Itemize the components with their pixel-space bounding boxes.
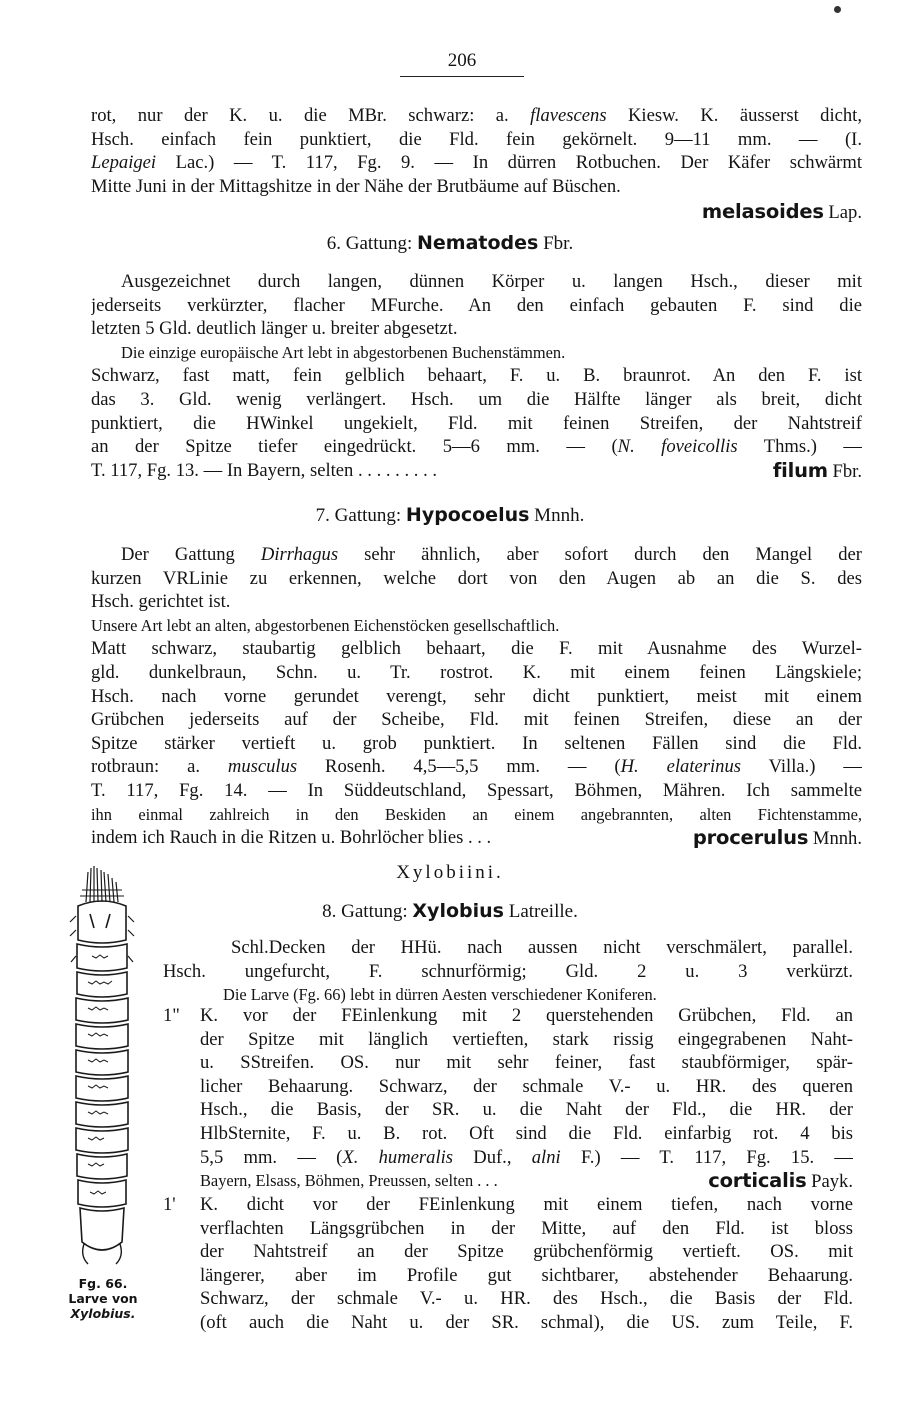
species-author: Lap. [823,202,862,223]
text-line: der Nahtstreif an der Spitze grübchenförmig vertieft. OS. mit [200,1241,853,1263]
text-line: an der Spitze tiefer eingedrückt. 5—6 mm. — (N. foveicollis Thms.) — [91,436,862,458]
text-line: T. 117, Fg. 14. — In Süddeutschland, Spessart, Böhmen, Mähren. Ich sammelte [91,779,862,801]
text-line: licher Behaarung. Schwarz, der schmale V.- u. HR. des queren [200,1075,853,1097]
biology-note: Die Larve (Fg. 66) lebt in dürren Aesten verschiedener Koniferen. [223,985,657,1005]
genus-heading: 6. Gattung: Nematodes Fbr. [326,232,574,254]
text-line: der Spitze mit länglich vertieften, stark rissig eingegrabenen Naht- [200,1028,853,1050]
print-speck [834,6,841,13]
genus-description [91,270,862,482]
text-line: längerer, aber im Profile gut sichtbarer, abstehender Behaarung. [200,1264,853,1286]
text-line: Schwarz, fast matt, fein gelblich behaart, F. u. B. braunrot. An den F. ist [91,365,862,387]
figure-label: Fg. 66. [78,1276,128,1291]
key-couplet [200,1193,853,1335]
species-line [600,200,862,225]
text-line: Schl.Decken der HHü. nach aussen nicht verschmälert, parallel. [231,937,853,958]
text-line: ihn einmal zahlreich in den Beskiden an einem angebrannten, alten Fichtenstamme, [91,804,862,824]
genus-heading: 7. Gattung: Hypocoelus Mnnh. [315,504,585,526]
larva-illustration [62,866,142,1276]
text-line: Hsch. einfach fein punktiert, die Fld. fein gekörnelt. 9—11 mm. — (I. [91,128,862,150]
species-name: procerulus [692,826,809,850]
tribe-heading: Xylobiini. [396,862,504,883]
text-line: rot, nur der K. u. die MBr. schwarz: a. flavescens Kiesw. K. äusserst dicht, [91,105,862,126]
figure-caption-text: Larve von [68,1291,138,1306]
text-line: (oft auch die Naht u. der SR. schmal), die US. zum Teile, F. [200,1311,853,1333]
genus-name: Nematodes [417,232,539,254]
biology-note: Unsere Art lebt an alten, abgestorbenen Eichenstöcken gesellschaftlich. [91,615,560,635]
genus-heading: 8. Gattung: Xylobius Latreille. [322,900,578,922]
text-line: K. dicht vor der FEinlenkung mit einem tiefen, nach vorne [200,1194,853,1215]
genus-description [91,543,862,850]
text-line: Ausgezeichnet durch langen, dünnen Körper u. langen Hsch., dieser mit [121,271,862,292]
text-line: letzten 5 Gld. deutlich länger u. breiter abgesetzt. [91,318,458,340]
text-line: punktiert, die HWinkel ungekielt, Fld. mit feinen Streifen, der Nahtstreif [91,412,862,434]
text-line: Lepaigei Lac.) — T. 117, Fg. 9. — In dürren Rotbuchen. Der Käfer schwärmt [91,152,862,174]
species-line: Bayern, Elsass, Böhmen, Preussen, selten . . . corticalis Payk. [200,1169,853,1193]
text-line: kurzen VRLinie zu erkennen, welche dort von den Augen ab an die S. des [91,567,862,589]
text-line: HlbSternite, F. u. B. rot. Oft sind die Fld. einfarbig rot. 4 bis [200,1122,853,1144]
continuation-paragraph [91,104,862,198]
text-line: verflachten Längsgrübchen in der Mitte, auf den Fld. ist bloss [200,1217,853,1239]
text-line: Hsch., die Basis, der SR. u. die Naht der Fld., die HR. der [200,1099,853,1121]
text-line: jederseits verkürzter, flacher MFurche. An den einfach gebauten F. sind die [91,294,862,316]
text-line: rotbraun: a. musculus Rosenh. 4,5—5,5 mm. — (H. elaterinus Villa.) — [91,756,862,778]
species-name: filum [772,458,828,482]
genus-description [163,936,853,1007]
key-number: 1' [163,1194,176,1215]
text-line: Matt schwarz, staubartig gelblich behaart, die F. mit Ausnahme des Wurzel- [91,638,862,660]
text-line: 5,5 mm. — (X. humeralis Duf., alni F.) — T. 117, Fg. 15. — [200,1146,853,1168]
figure-taxon: Xylobius. [70,1306,136,1321]
text-line: Hsch. ungefurcht, F. schnurförmig; Gld. 2 u. 3 verkürzt. [163,960,853,982]
text-line: gld. dunkelbraun, Schn. u. Tr. rostrot. K. mit einem feinen Längskiele; [91,661,862,683]
page-number: 206 [400,50,524,77]
text-line: K. vor der FEinlenkung mit 2 querstehenden Grübchen, Fld. an [200,1005,853,1026]
text-line: Hsch. gerichtet ist. [91,591,231,613]
text-line: u. SStreifen. OS. nur mit sehr feiner, fast staubförmiger, spär- [200,1052,853,1074]
text-line: Schwarz, der schmale V.- u. HR. des Hsch., die Basis der Fld. [200,1288,853,1310]
species-line: indem ich Rauch in die Ritzen u. Bohrlöcher blies . . . procerulus Mnnh. [91,826,862,850]
text-line: Grübchen jederseits auf der Scheibe, Fld. mit feinen Streifen, diese an der [91,709,862,731]
genus-name: Xylobius [412,900,504,922]
genus-name: Hypocoelus [405,504,530,526]
text-line: Der Gattung Dirrhagus sehr ähnlich, aber sofort durch den Mangel der [121,544,862,565]
species-line: T. 117, Fg. 13. — In Bayern, selten . . . . . . . . . filum Fbr. [91,458,862,482]
key-number: 1" [163,1005,180,1026]
key-couplet [200,1004,853,1193]
figure-caption [55,1276,151,1321]
text-line: das 3. Gld. wenig verlängert. Hsch. um die Hälfte länger als breit, dicht [91,388,862,410]
text-line: Mitte Juni in der Mittagshitze in der Nähe der Brutbäume auf Büschen. [91,175,621,197]
species-name: corticalis [708,1169,807,1193]
text-line: Spitze stärker vertieft u. grob punktiert. In seltenen Fällen sind die Fld. [91,732,862,754]
text-line: Hsch. nach vorne gerundet verengt, sehr dicht punktiert, meist mit einem [91,685,862,707]
species-name: melasoides [701,200,824,223]
biology-note: Die einzige europäische Art lebt in abgestorbenen Buchenstämmen. [121,342,566,362]
